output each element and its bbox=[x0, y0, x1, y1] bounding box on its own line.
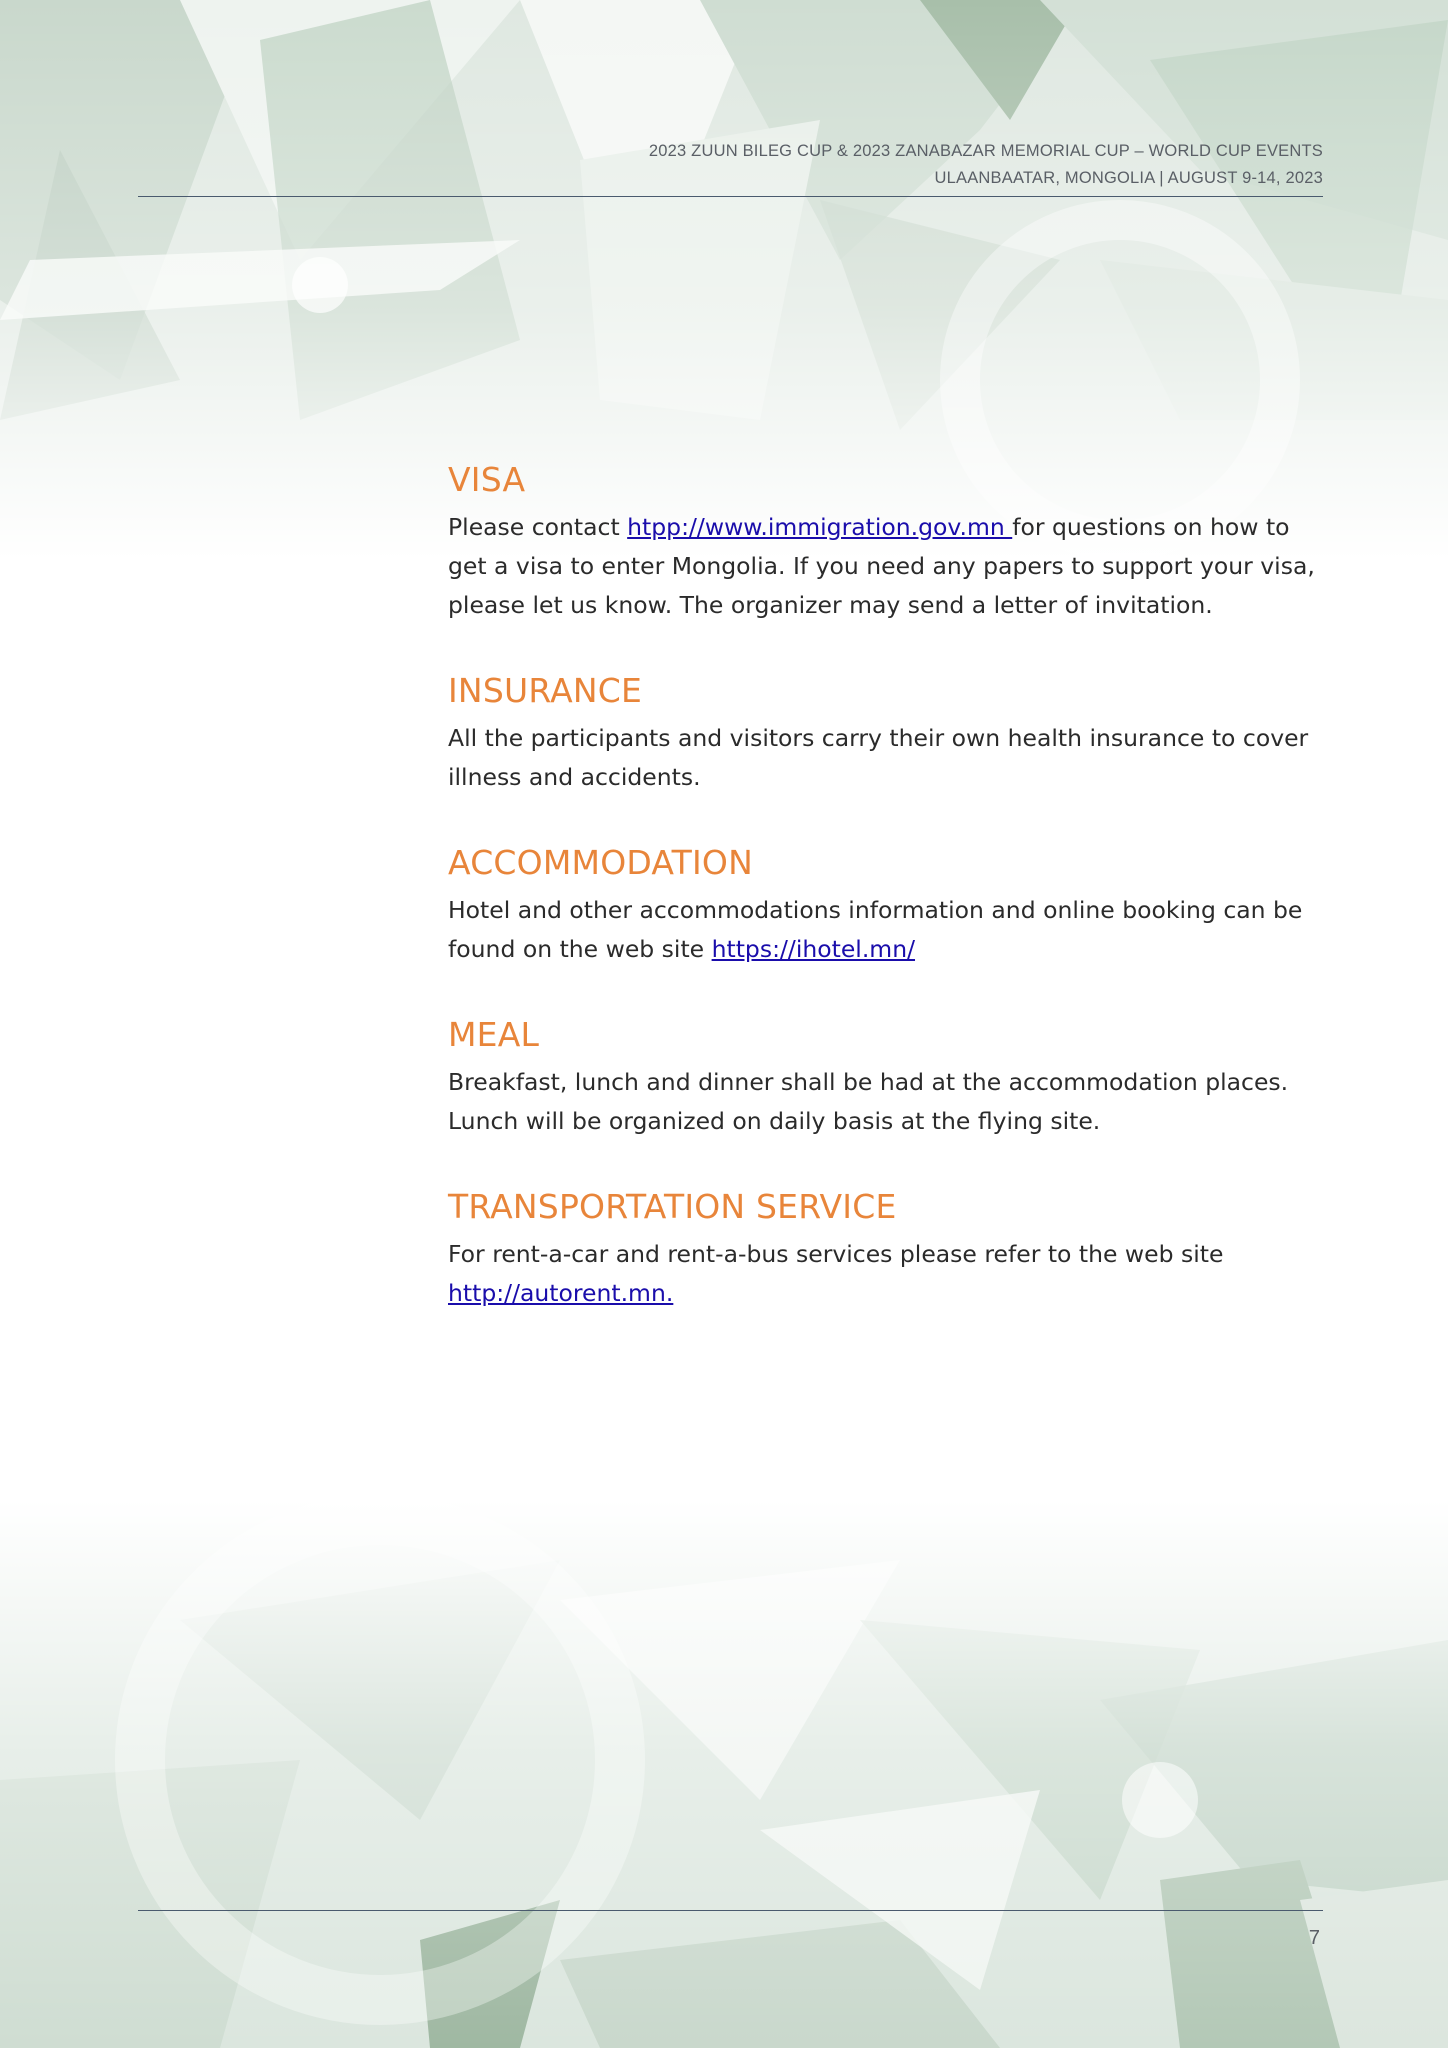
footer-divider bbox=[138, 1910, 1323, 1911]
section-text-meal: Breakfast, lunch and dinner shall be had at the accommodation places. Lunch will be organized on daily basis at the flying site. bbox=[448, 1068, 1289, 1135]
section-heading-insurance: INSURANCE bbox=[448, 671, 643, 710]
transportation-text-before: For rent-a-car and rent-a-bus services please refer to the web site bbox=[448, 1240, 1224, 1268]
hotel-booking-link[interactable]: https://ihotel.mn/ bbox=[711, 935, 916, 963]
page-number: 7 bbox=[1308, 1927, 1320, 1949]
header-divider bbox=[138, 196, 1323, 197]
accommodation-text-before: Hotel and other accommodations information and online booking can be found on the web site bbox=[448, 896, 1303, 963]
section-transportation bbox=[448, 1185, 1328, 1313]
section-text-accommodation bbox=[448, 891, 1328, 969]
section-heading-visa: VISA bbox=[448, 460, 526, 499]
section-meal bbox=[448, 1013, 1328, 1141]
section-visa bbox=[448, 458, 1328, 625]
section-accommodation bbox=[448, 841, 1328, 969]
section-insurance bbox=[448, 669, 1328, 797]
visa-text-after: for questions on how to get a visa to enter Mongolia. If you need any papers to support your visa, please let us know. The organizer may send a letter of invitation. bbox=[448, 513, 1315, 619]
section-text-visa bbox=[448, 508, 1328, 625]
section-heading-transportation: TRANSPORTATION SERVICE bbox=[448, 1187, 897, 1226]
visa-text-before: Please contact bbox=[448, 513, 628, 541]
document-header bbox=[323, 138, 1323, 192]
section-heading-meal: MEAL bbox=[448, 1015, 540, 1054]
header-event-title: 2023 ZUUN BILEG CUP & 2023 ZANABAZAR MEMORIAL CUP – WORLD CUP EVENTS bbox=[648, 142, 1323, 160]
section-text-insurance: All the participants and visitors carry their own health insurance to cover illness and accidents. bbox=[448, 724, 1309, 791]
immigration-link[interactable]: htpp://www.immigration.gov.mn bbox=[627, 513, 1013, 541]
section-heading-accommodation: ACCOMMODATION bbox=[448, 843, 753, 882]
header-location-date: ULAANBAATAR, MONGOLIA | AUGUST 9-14, 2023 bbox=[934, 169, 1323, 187]
autorent-link[interactable]: http://autorent.mn. bbox=[448, 1279, 674, 1307]
section-text-transportation bbox=[448, 1235, 1328, 1313]
main-content bbox=[448, 458, 1328, 1357]
